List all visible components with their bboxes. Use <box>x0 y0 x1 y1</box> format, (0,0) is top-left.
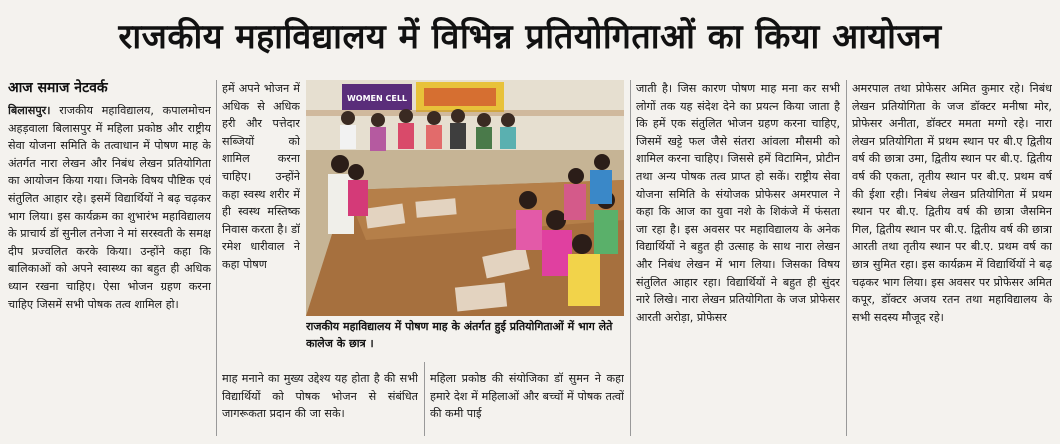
banner-women-cell: WOMEN CELL <box>346 94 408 103</box>
photo-caption: राजकीय महाविद्यालय में पोषण माह के अंतर्गत हुई प्रतियोगिताओं में भाग लेते कालेज के छात्र । <box>306 320 613 350</box>
article-column-2-top <box>222 80 300 370</box>
article-text-col2-top: हमें अपने भोजन में अधिक से अधिक हरी और पत्तेदार सब्जियों को शामिल करना चाहिए। उन्होंने कहा स्वस्थ शरीर में ही स्वस्थ मस्तिष्क निवास करता है। डॉ रमेश धारीवाल ने कहा पोषण <box>222 82 300 271</box>
article-column-2-bottom <box>222 370 418 440</box>
article-column-3-bottom <box>430 370 624 440</box>
article-text-col3-bottom: महिला प्रकोष्ठ की संयोजिका डॉ सुमन ने कहा हमारे देश में महिलाओं और बच्चों में पोषक तत्वों की कमी पाई <box>430 372 624 421</box>
column-rule <box>216 80 217 436</box>
dateline: बिलासपुर। <box>8 104 51 117</box>
article-photo <box>306 80 624 316</box>
column-rule <box>424 362 425 436</box>
article-column-1 <box>8 102 211 440</box>
article-column-4 <box>636 80 840 440</box>
headline: राजकीय महाविद्यालय में विभिन्न प्रतियोगिताओं का किया आयोजन <box>118 17 942 57</box>
column-rule <box>630 80 631 436</box>
article-text-col1: राजकीय महाविद्यालय, कपालमोचन अहड़वाला बिलासपुर में महिला प्रकोष्ठ और राष्ट्रीय सेवा योजना समिति के तत्वाधान में पोषण माह के अंतर्गत नारा लेखन और निबंध लेखन प्रतियोगिता का आयोजन किया गया। जिनके विषय पौष्टिक एवं संतुलित आहार रहे। इसमें विद्यार्थियों ने बढ़ चढ़कर भाग लिया। इस कार्यक्रम का शुभारंभ महाविद्यालय के प्राचार्य डॉ सुनील तनेजा ने मां सरस्वती के समक्ष दीप प्रज्वलित करके किया। उन्होंने कहा कि बालिकाओं को अपने स्वास्थ्य का बहुत ही अधिक ध्यान रखना चाहिए। ऐसा भोजन ग्रहण करना चाहिए जिसमें सभी पोषक तत्व शामिल हो। <box>8 104 211 311</box>
article-text-col2-bottom: माह मनाने का मुख्य उद्देश्य यह होता है की सभी विद्यार्थियों को पोषक भोजन से संबंधित जागरूकता प्रदान की जा सके। <box>222 372 418 421</box>
article-text-col4: जाती है। जिस कारण पोषण माह मना कर सभी लोगों तक यह संदेश देने का प्रयत्न किया जाता है कि हमें एक संतुलित भोजन ग्रहण करना चाहिए, जिसमें खट्टे फल जैसे संतरा आंवला मौसमी को शामिल करना चाहिए। जिससे हमें विटामिन, प्रोटीन तथा अन्य पोषक तत्व प्राप्त हो सकें। राष्ट्रीय सेवा योजना समिति के संयोजक प्रोफेसर अमरपाल ने कहा कि आज का युवा नशे के शिकंजे में फंसता जा रहा है। इस अवसर पर महाविद्यालय के अनेक विद्यार्थियों ने बहुत ही उत्साह के साथ नारा लेखन और निबंध लेखन में भाग लिया। जिसका विषय संतुलित आहार रहा। विद्यार्थियों ने बहुत ही सुंदर नारे लिखे। नारा लेखन प्रतियोगिता के जज प्रोफेसर आरती अरोड़ा, प्रोफेसर <box>636 82 840 324</box>
article-text-col5: अमरपाल तथा प्रोफेसर अमित कुमार रहे। निबंध लेखन प्रतियोगिता के जज डॉक्टर मनीषा मोर, प्रोफेसर अनीता, डॉक्टर ममता मग्गो रहे। नारा लेखन प्रतियोगिता में प्रथम स्थान पर बी.ए द्वितीय वर्ष की छात्रा उमा, द्वितीय स्थान पर बी.ए. द्वितीय वर्ष की एकता, तृतीय स्थान पर बी.ए. प्रथम वर्ष की ईशा रही। निबंध लेखन प्रतियोगिता में प्रथम स्थान पर बी.ए. द्वितीय वर्ष की छात्रा जैसमिन गिल, द्वितीय स्थान पर बी.ए. द्वितीय वर्ष की छात्रा आरती तथा तृतीय स्थान पर बी.ए. प्रथम वर्ष का छात्र सुमित रहा। इस कार्यक्रम में विद्यार्थियों ने बढ़ चढ़कर भाग लिया। इस अवसर पर प्रोफेसर अमित कपूर, डॉक्टर अजय रतन तथा महाविद्यालय के सभी सदस्य मौजूद रहे। <box>852 82 1052 324</box>
column-rule <box>846 80 847 436</box>
photo-scene <box>306 80 624 316</box>
byline: आज समाज नेटवर्क <box>8 80 108 96</box>
article-column-5 <box>852 80 1052 440</box>
